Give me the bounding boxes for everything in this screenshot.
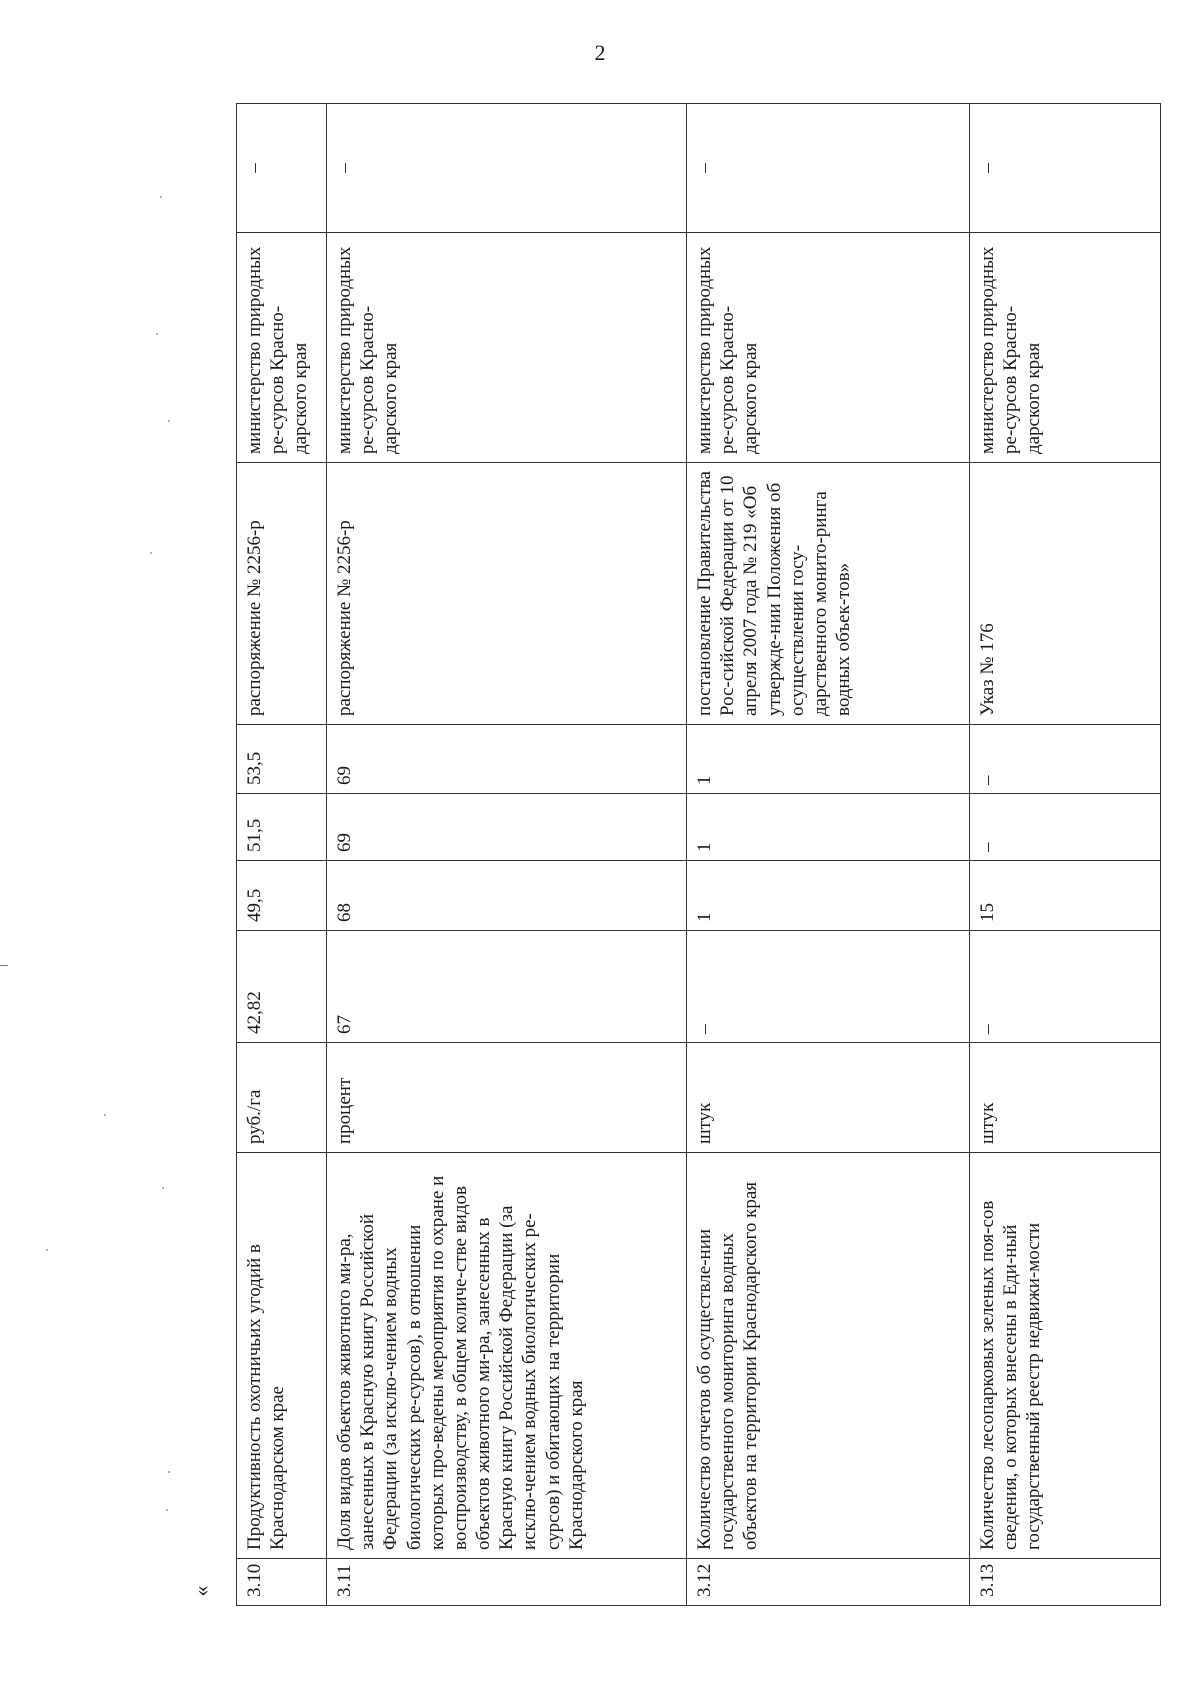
quote-mark: « [188, 1585, 214, 1597]
value-cell-1: – [687, 931, 970, 1043]
scan-speck [150, 552, 152, 554]
document-cell: Указ № 176 [970, 463, 1161, 725]
responsible-cell: министерство природных ре-сурсов Красно-дарского края [687, 233, 970, 463]
value-cell-1: 67 [327, 931, 687, 1043]
row-number: 3.11 [327, 1559, 687, 1606]
unit-cell: процент [327, 1043, 687, 1153]
value-cell-4: 69 [327, 725, 687, 794]
unit-cell: штук [687, 1043, 970, 1153]
indicators-table-rotated [236, 104, 1160, 1606]
value-cell-3: – [970, 794, 1161, 861]
value-cell-3: 1 [687, 794, 970, 861]
unit-cell: штук [970, 1043, 1161, 1153]
value-cell-3: 69 [327, 794, 687, 861]
note-cell: – [327, 104, 687, 233]
responsible-cell: министерство природных ре-сурсов Красно-дарского края [970, 233, 1161, 463]
scan-speck [166, 1509, 168, 1511]
document-cell: постановление Правительства Рос-сийской Федерации от 10 апреля 2007 года № 219 «Об утвержде-нии Положения об осуществлении госу-дарственного монито-ринга водных объек-тов» [687, 463, 970, 725]
value-cell-2: 15 [970, 861, 1161, 931]
scan-speck [168, 1471, 170, 1473]
indicator-name: Количество лесопарковых зеленых поя-сов сведения, о которых внесены в Еди-ный государственный реестр недвижи-мости [970, 1153, 1161, 1559]
table-row [237, 104, 327, 1606]
document-cell: распоряжение № 2256-р [327, 463, 687, 725]
indicator-name: Продуктивность охотничьих угодий в Краснодарском крае [237, 1153, 327, 1559]
value-cell-2: 49,5 [237, 861, 327, 931]
table-row [970, 104, 1161, 1606]
table-row [687, 104, 970, 1606]
table-row [327, 104, 687, 1606]
note-cell: – [970, 104, 1161, 233]
row-number: 3.10 [237, 1559, 327, 1606]
scan-edge-mark [0, 965, 8, 966]
scan-speck [156, 333, 158, 335]
value-cell-4: – [970, 725, 1161, 794]
value-cell-1: 42,82 [237, 931, 327, 1043]
value-cell-1: – [970, 931, 1161, 1043]
scan-speck [168, 420, 170, 422]
value-cell-4: 53,5 [237, 725, 327, 794]
indicator-name: Количество отчетов об осуществле-нии государственного мониторинга водных объектов на территории Краснодарского края [687, 1153, 970, 1559]
indicator-name: Доля видов объектов животного ми-ра, занесенных в Красную книгу Российской Федерации (за исклю-чением водных биологических ре-сурсов), в отношении которых про-ведены мероприятия по охране и воспроизводству, в общем количе-стве видов объектов животного ми-ра, занесенных в Красную книгу Российской Федерации (за исклю-чением водных биологических ре-сурсов) и обитающих на территории Краснодарского края [327, 1153, 687, 1559]
value-cell-3: 51,5 [237, 794, 327, 861]
value-cell-2: 1 [687, 861, 970, 931]
value-cell-4: 1 [687, 725, 970, 794]
responsible-cell: министерство природных ре-сурсов Красно-дарского края [327, 233, 687, 463]
unit-cell: руб./га [237, 1043, 327, 1153]
document-cell: распоряжение № 2256-р [237, 463, 327, 725]
row-number: 3.13 [970, 1559, 1161, 1606]
value-cell-2: 68 [327, 861, 687, 931]
scan-speck [104, 1114, 106, 1116]
scan-speck [160, 196, 162, 198]
page-number: 2 [594, 40, 606, 65]
note-cell: – [237, 104, 327, 233]
scan-speck [162, 1187, 164, 1189]
responsible-cell: министерство природных ре-сурсов Красно-дарского края [237, 233, 327, 463]
indicators-table [236, 103, 1161, 1606]
scan-speck [46, 1249, 48, 1251]
note-cell: – [687, 104, 970, 233]
row-number: 3.12 [687, 1559, 970, 1606]
